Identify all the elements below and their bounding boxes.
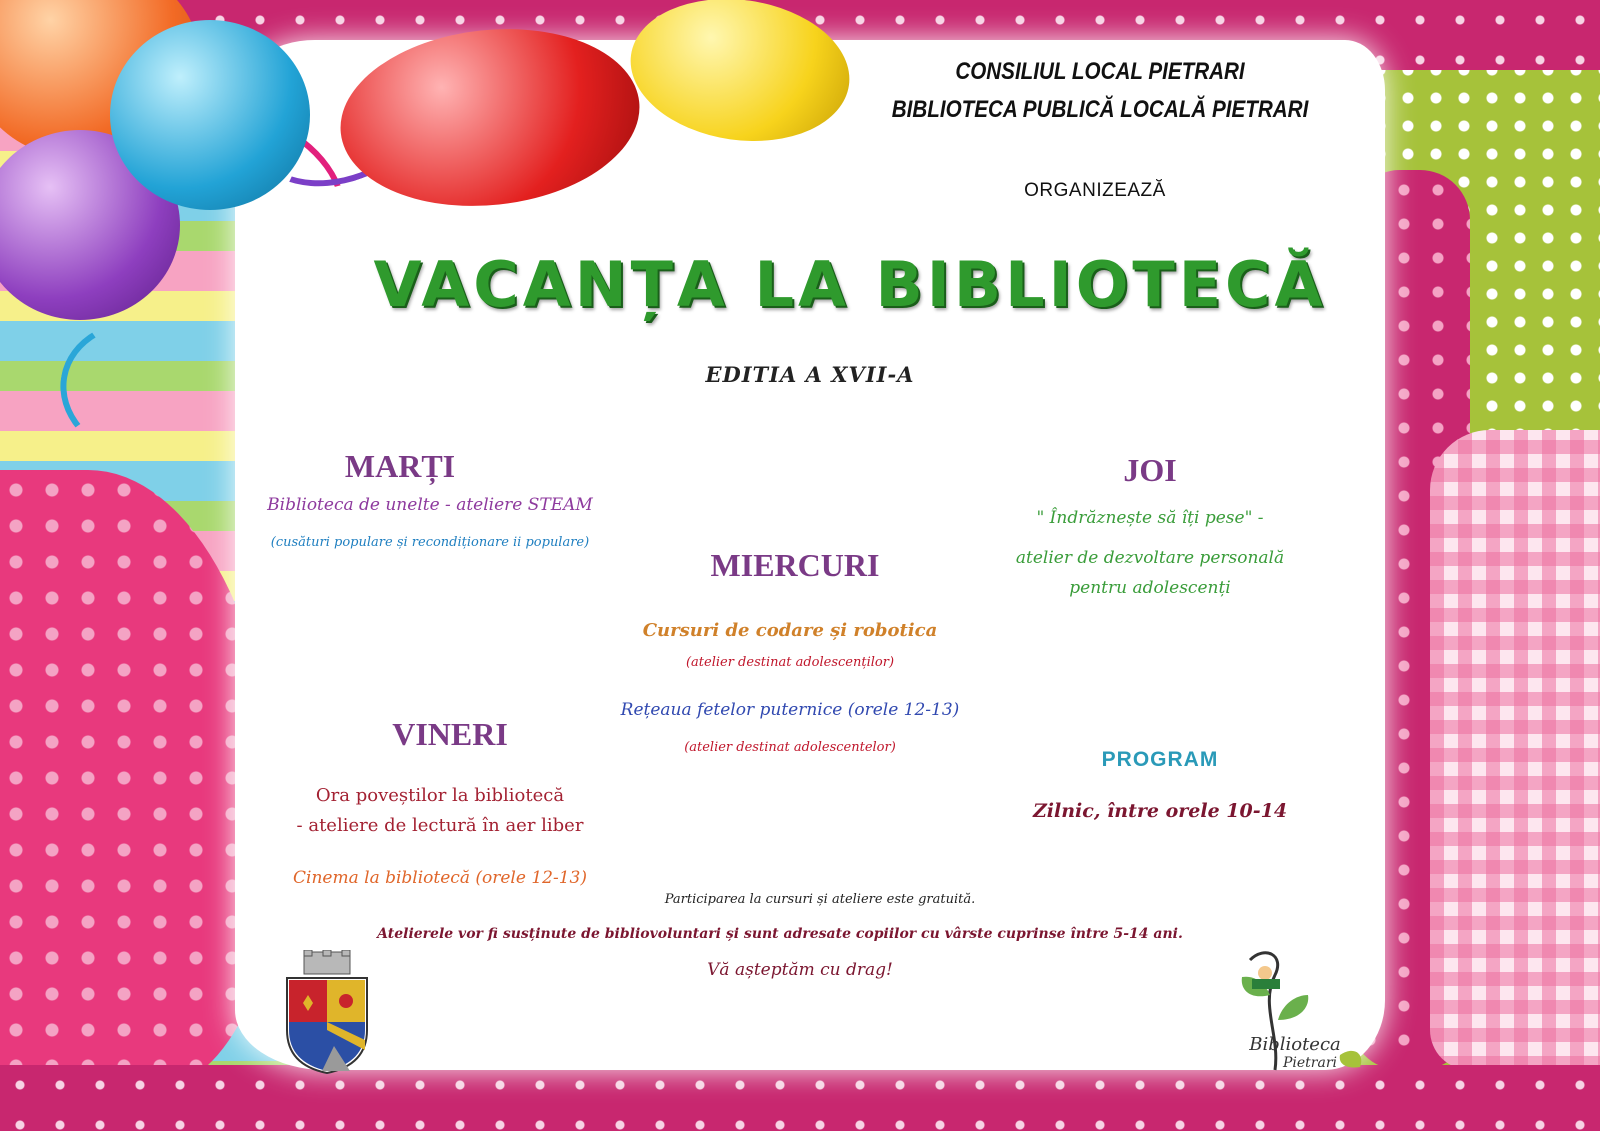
organizer-council: CONSILIUL LOCAL PIETRARI [955, 58, 1245, 85]
library-logo-text-2: Pietrari [1282, 1055, 1338, 1071]
blue-balloon [110, 20, 310, 210]
vineri-activity-1: Ora poveștilor la bibliotecă [315, 785, 565, 806]
free-participation-note: Participarea la cursuri și ateliere este gratuită. [664, 892, 976, 907]
library-logo-text: Biblioteca [1249, 1034, 1341, 1055]
organizes-label: ORGANIZEAZĂ [1024, 180, 1166, 201]
day-heading-joi: JOI [1123, 452, 1177, 488]
organizer-library: BIBLIOTECA PUBLICĂ LOCALĂ PIETRARI [891, 96, 1309, 123]
day-heading-vineri: VINERI [392, 716, 508, 752]
yellow-balloon [621, 0, 858, 155]
vineri-activity-2: Cinema la bibliotecă (orele 12-13) [293, 868, 587, 888]
day-heading-marti: MARȚI [344, 448, 456, 484]
coat-of-arms-logo [282, 950, 372, 1075]
event-title: VACANȚA LA BIBLIOTECĂ [373, 248, 1327, 321]
program-label: PROGRAM [1101, 748, 1219, 771]
closing-note: Vă așteptăm cu drag! [707, 960, 893, 980]
red-balloon [332, 15, 649, 220]
day-heading-miercuri: MIERCURI [710, 547, 880, 583]
miercuri-activity-1-detail: (atelier destinat adolescenților) [685, 655, 895, 670]
joi-activity-title: " Îndrăznește să îți pese" - [1036, 508, 1264, 528]
audience-note: Atelierele vor fi susținute de bibliovoluntari și sunt adresate copiilor cu vârste cuprinse între 5-14 ani. [377, 926, 1183, 942]
miercuri-activity-1: Cursuri de codare și robotica [642, 620, 938, 641]
edition-label: EDITIA A XVII-A [705, 362, 915, 387]
joi-activity-line: pentru adolescenți [1069, 578, 1231, 598]
miercuri-activity-2-detail: (atelier destinat adolescentelor) [684, 740, 896, 755]
marti-activity: Biblioteca de unelte - ateliere STEAM [267, 495, 593, 515]
right-gingham-fabric [1430, 430, 1600, 1070]
vineri-activity-1-detail: - ateliere de lectură în aer liber [296, 815, 584, 836]
joi-activity-line: atelier de dezvoltare personală [1015, 548, 1285, 568]
library-logo [1220, 935, 1370, 1075]
marti-activity-detail: (cusături populare și recondiționare ii populare) [270, 535, 590, 550]
program-hours: Zilnic, între orele 10-14 [1032, 800, 1288, 822]
miercuri-activity-2: Rețeaua fetelor puternice (orele 12-13) [620, 700, 960, 720]
ribbon-decoration [49, 306, 243, 476]
balloons-decoration [0, 0, 900, 480]
